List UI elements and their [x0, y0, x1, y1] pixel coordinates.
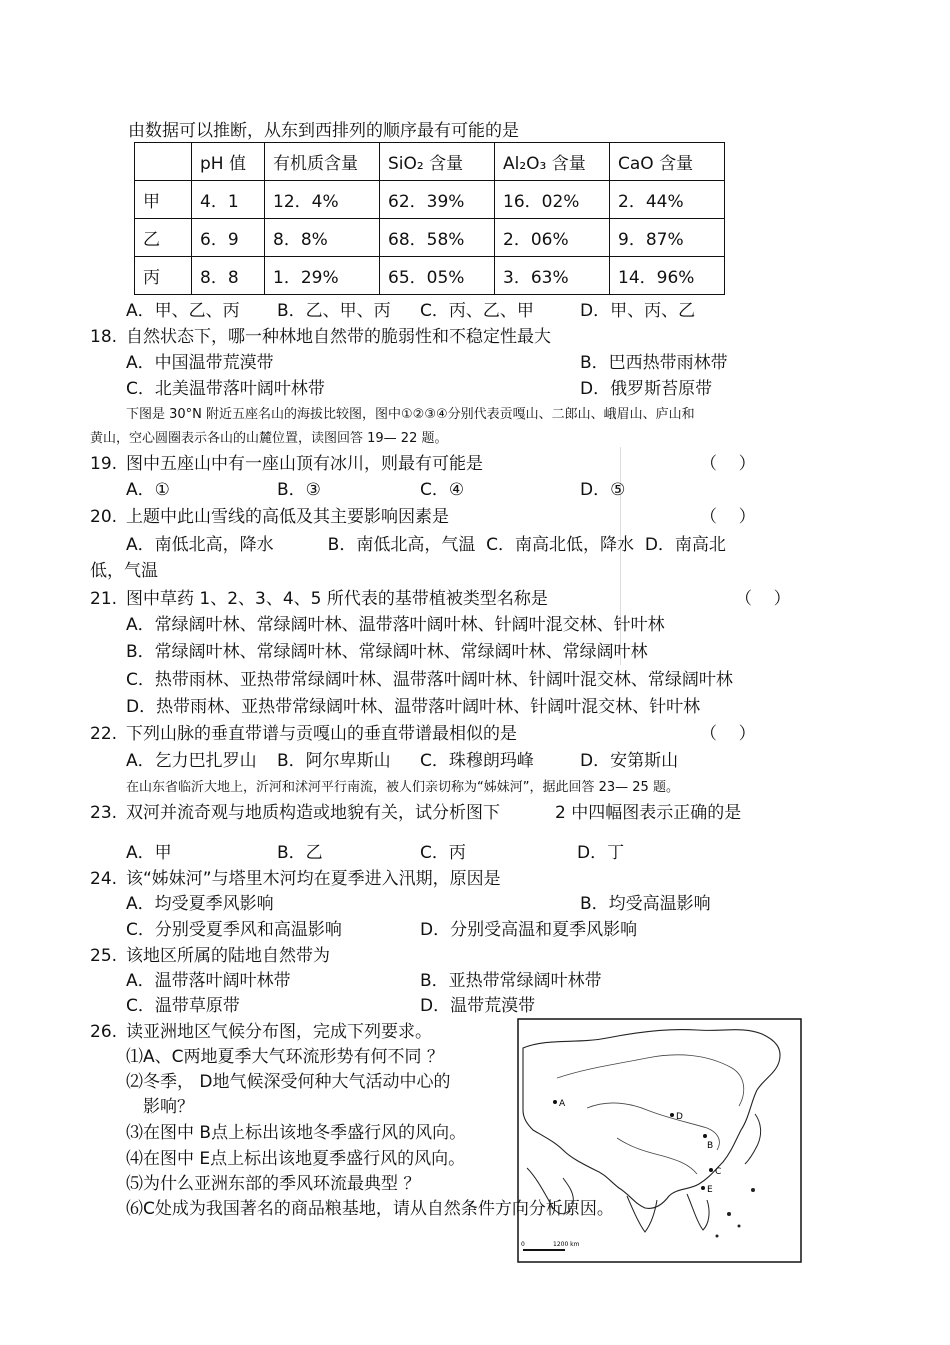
map-frame — [518, 1019, 801, 1262]
table-cell: 1．29% — [265, 257, 380, 295]
question-number: 20. — [90, 507, 118, 527]
q21-option-a: A．常绿阔叶林、常绿阔叶林、温带落叶阔叶林、针阔叶混交林、针叶林 — [126, 615, 665, 635]
q19-option-c: C．④ — [420, 480, 465, 500]
q22-answer-bracket[interactable]: （ ） — [700, 724, 756, 744]
q19-stem — [90, 453, 483, 475]
q25-option-b: B．亚热带常绿阔叶林带 — [420, 971, 602, 991]
point-e-dot — [701, 1186, 705, 1190]
table-row — [135, 181, 725, 219]
island-dot — [751, 1188, 755, 1192]
point-b-label: B — [707, 1141, 714, 1151]
point-c-dot — [709, 1168, 713, 1172]
question-text: 自然状态下，哪一种林地自然带的脆弱性和不稳定性最大 — [126, 327, 551, 347]
q21-stem — [90, 588, 548, 610]
question-number: 22. — [90, 724, 118, 744]
scale-label: 1200 km — [553, 1241, 580, 1248]
table-cell: 14．96% — [610, 257, 725, 295]
q26-item-2: ⑵冬季， D地气候深受何种大气活动中心的 — [126, 1072, 451, 1092]
question-number: 24. — [90, 869, 118, 889]
soil-data-table — [134, 142, 725, 295]
question-text: 图中草药 1、2、3、4、5 所代表的基带植被类型名称是 — [126, 589, 548, 609]
q20-options-line1: A．南低北高，降水 B．南低北高，气温 C．南高北低，降水 D．南高北 — [126, 535, 726, 555]
q20-stem — [90, 506, 449, 528]
q21-option-d: D．热带雨林、亚热带常绿阔叶林、温带落叶阔叶林、针阔叶混交林、针叶林 — [126, 697, 701, 717]
q18-option-d: D．俄罗斯苔原带 — [580, 379, 713, 399]
q24-option-d: D．分别受高温和夏季风影响 — [420, 920, 638, 940]
q26-item-5: ⑸为什么亚洲东部的季风环流最典型 ？ — [126, 1174, 421, 1194]
table-header-cell: SiO₂ 含量 — [380, 143, 495, 181]
q22-option-a: A．乞力巴扎罗山 — [126, 751, 257, 771]
q25-option-c: C．温带草原带 — [126, 996, 240, 1016]
q21-option-c: C．热带雨林、亚热带常绿阔叶林、温带落叶阔叶林、针阔叶混交林、常绿阔叶林 — [126, 670, 733, 690]
note-19-22-line1: 下图是 30°N 附近五座名山的海拔比较图，图中①②③④分别代表贡嘎山、二郎山、峨眉山、庐山和 — [126, 407, 695, 422]
table-cell: 68．58% — [380, 219, 495, 257]
q25-stem — [90, 945, 330, 967]
q25-option-a: A．温带落叶阔叶林带 — [126, 971, 291, 991]
question-text: 该“姊妹河”与塔里木河均在夏季进入汛期，原因是 — [126, 869, 501, 889]
q19-option-d: D．⑤ — [580, 480, 626, 500]
q18-stem — [90, 326, 551, 348]
island-dot — [727, 1212, 731, 1216]
q17-option-b: B．乙、甲、丙 — [277, 301, 391, 321]
q26-item-4: ⑷在图中 E点上标出该地夏季盛行风的风向。 — [126, 1149, 466, 1169]
table-cell: 2．06% — [495, 219, 610, 257]
q22-option-d: D．安第斯山 — [580, 751, 679, 771]
q23-option-a: A．甲 — [126, 843, 172, 863]
table-cell: 8．8 — [192, 257, 265, 295]
q21-answer-bracket[interactable]: （ ） — [735, 589, 791, 609]
q22-option-c: C．珠穆朗玛峰 — [420, 751, 534, 771]
note-23-25: 在山东省临沂大地上，沂河和沭河平行南流，被人们亲切称为“姊妹河”，据此回答 23— 25 题。 — [126, 780, 679, 795]
question-text: 上题中此山雪线的高低及其主要影响因素是 — [126, 507, 449, 527]
point-c-label: C — [715, 1167, 722, 1177]
q24-option-c: C．分别受夏季风和高温影响 — [126, 920, 342, 940]
q23-stem — [90, 802, 500, 824]
scale-zero: 0 — [521, 1241, 525, 1248]
q23-option-d: D．丁 — [577, 843, 625, 863]
table-row — [135, 219, 725, 257]
table-header-row — [135, 143, 725, 181]
q17-option-a: A．甲、乙、丙 — [126, 301, 240, 321]
table-cell: 8．8% — [265, 219, 380, 257]
q23-option-c: C．丙 — [420, 843, 466, 863]
island-dot — [738, 1225, 741, 1228]
table-cell: 2．44% — [610, 181, 725, 219]
table-header-cell: CaO 含量 — [610, 143, 725, 181]
q26-item-2-continued: 影响？ — [143, 1097, 194, 1117]
point-e-label: E — [707, 1185, 713, 1195]
q18-option-a: A．中国温带荒漠带 — [126, 353, 274, 373]
asia-climate-map — [517, 1018, 802, 1263]
table-cell: 12．4% — [265, 181, 380, 219]
table-header-cell: Al₂O₃ 含量 — [495, 143, 610, 181]
table-cell: 16．02% — [495, 181, 610, 219]
question-number: 18. — [90, 327, 118, 347]
q22-stem — [90, 723, 517, 745]
table-header-cell: pH 值 — [192, 143, 265, 181]
q19-option-b: B．③ — [277, 480, 321, 500]
table-cell: 6．9 — [192, 219, 265, 257]
question-number: 26. — [90, 1022, 118, 1042]
table-header-cell — [135, 143, 192, 181]
table-intro: 由数据可以推断，从东到西排列的顺序最有可能的是 — [128, 121, 519, 141]
q19-option-a: A．① — [126, 480, 170, 500]
table-cell: 9．87% — [610, 219, 725, 257]
question-text: 图中五座山中有一座山顶有冰川，则最有可能是 — [126, 454, 483, 474]
q18-option-b: B．巴西热带雨林带 — [580, 353, 728, 373]
table-cell: 65．05% — [380, 257, 495, 295]
q25-option-d: D．温带荒漠带 — [420, 996, 536, 1016]
point-d-label: D — [676, 1112, 683, 1122]
q20-answer-bracket[interactable]: （ ） — [700, 507, 756, 527]
question-number: 23. — [90, 803, 118, 823]
q22-option-b: B．阿尔卑斯山 — [277, 751, 391, 771]
q24-option-a: A．均受夏季风影响 — [126, 894, 274, 914]
point-a-dot — [553, 1100, 557, 1104]
q21-option-b: B．常绿阔叶林、常绿阔叶林、常绿阔叶林、常绿阔叶林、常绿阔叶林 — [126, 642, 648, 662]
q23-stem-continued: 2 中四幅图表示正确的是 — [555, 803, 742, 823]
point-d-dot — [670, 1113, 674, 1117]
point-a-label: A — [559, 1099, 566, 1109]
question-text: 该地区所属的陆地自然带为 — [126, 946, 330, 966]
q19-answer-bracket[interactable]: （ ） — [700, 454, 756, 474]
question-number: 19. — [90, 454, 118, 474]
table-cell: 甲 — [135, 181, 192, 219]
note-19-22-line2: 黄山，空心圆圈表示各山的山麓位置，读图回答 19— 22 题。 — [90, 431, 448, 446]
q18-option-c: C．北美温带落叶阔叶林带 — [126, 379, 325, 399]
table-cell: 丙 — [135, 257, 192, 295]
table-cell: 3．63% — [495, 257, 610, 295]
q24-stem — [90, 868, 501, 890]
table-cell: 4．1 — [192, 181, 265, 219]
q26-item-1: ⑴A、C两地夏季大气环流形势有何不同 ？ — [126, 1047, 444, 1067]
q26-item-3: ⑶在图中 B点上标出该地冬季盛行风的风向。 — [126, 1123, 467, 1143]
table-row — [135, 257, 725, 295]
question-number: 25. — [90, 946, 118, 966]
q26-item-6: ⑹C处成为我国著名的商品粮基地，请从自然条件方向分析原因。 — [126, 1199, 614, 1219]
q17-option-c: C．丙、乙、甲 — [420, 301, 534, 321]
question-number: 21. — [90, 589, 118, 609]
q26-stem — [90, 1021, 432, 1043]
point-b-dot — [703, 1134, 707, 1138]
table-header-cell: 有机质含量 — [265, 143, 380, 181]
table-cell: 乙 — [135, 219, 192, 257]
question-text: 双河并流奇观与地质构造或地貌有关，试分析图下 — [126, 803, 500, 823]
island-dot — [716, 1235, 719, 1238]
q20-options-line2: 低，气温 — [90, 561, 158, 581]
question-text: 读亚洲地区气候分布图，完成下列要求。 — [126, 1022, 432, 1042]
q17-option-d: D．甲、丙、乙 — [580, 301, 696, 321]
q23-option-b: B．乙 — [277, 843, 323, 863]
table-cell: 62．39% — [380, 181, 495, 219]
q24-option-b: B．均受高温影响 — [580, 894, 711, 914]
question-text: 下列山脉的垂直带谱与贡嘎山的垂直带谱最相似的是 — [126, 724, 517, 744]
